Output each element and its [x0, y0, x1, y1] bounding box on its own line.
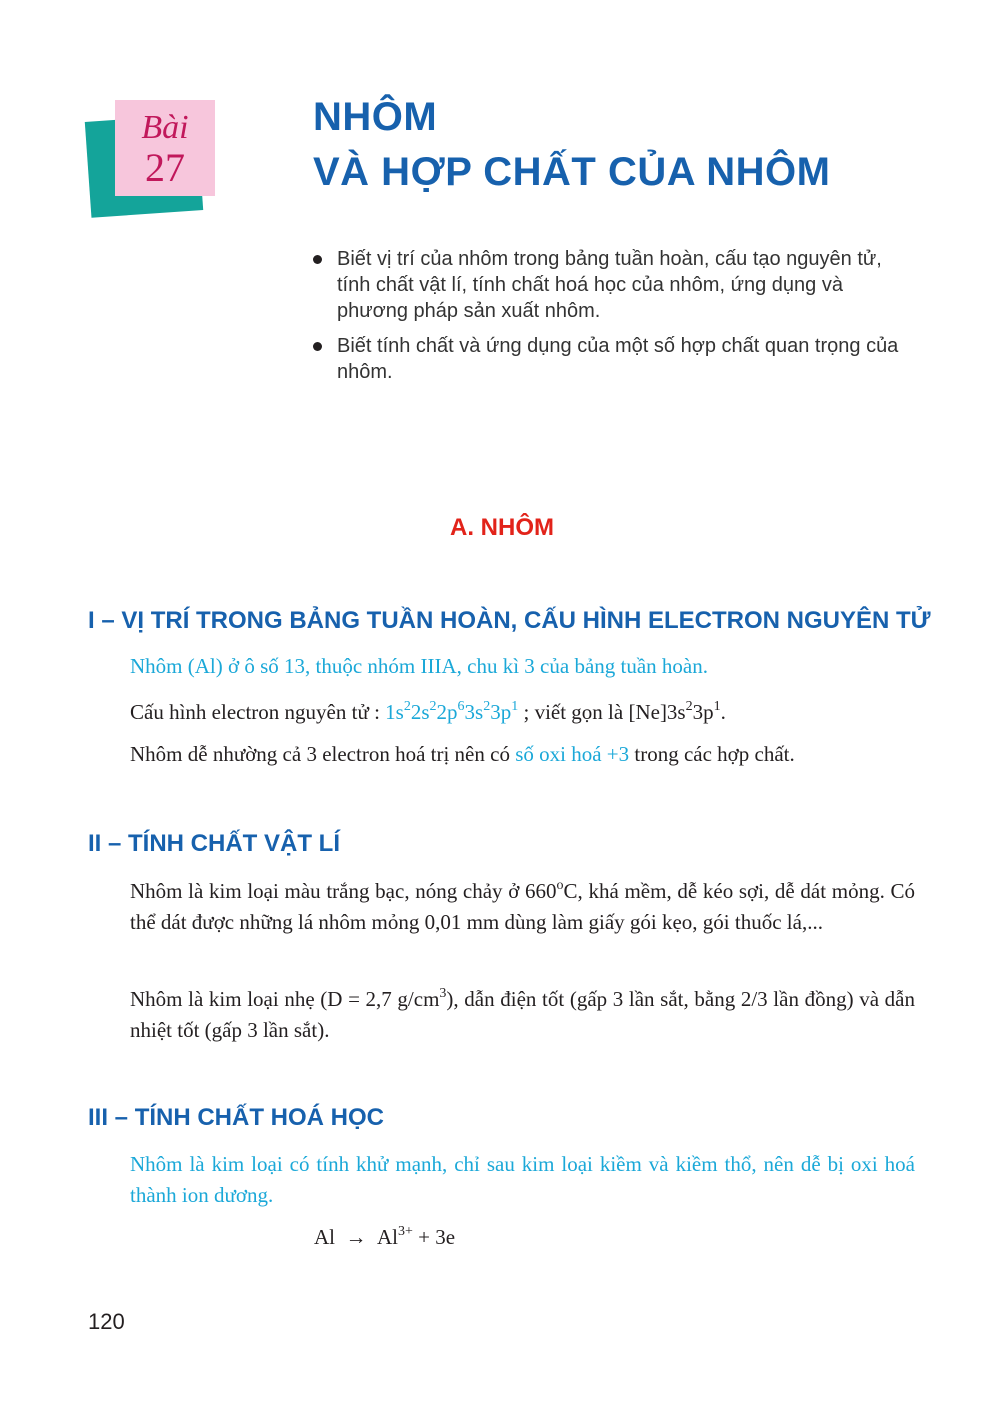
title-line-2: VÀ HỢP CHẤT CỦA NHÔM: [313, 150, 831, 194]
lesson-word: Bài: [141, 109, 189, 146]
arrow-icon: →: [345, 1225, 367, 1249]
section-2-heading: II – TÍNH CHẤT VẬT LÍ: [88, 830, 340, 857]
bullet-icon: [313, 255, 322, 264]
objective-item: Biết vị trí của nhôm trong bảng tuần hoàn, cấu tạo nguyên tử, tính chất vật lí, tính chất hoá học của nhôm, ứng dụng và phương pháp sản xuất nhôm.: [313, 246, 913, 324]
section-2-paragraph-1: Nhôm là kim loại màu trắng bạc, nóng chảy ở 660$^o$C, khá mềm, dễ kéo sợi, dễ dát mỏng. Có thể dát được những lá nhôm mỏng 0,01 mm dùng làm giấy gói kẹo, gói thuốc lá,...: [130, 878, 916, 934]
lesson-badge: [115, 100, 215, 196]
section-a-heading: A. NHÔM: [450, 514, 554, 541]
title-line-1: NHÔM: [313, 95, 438, 139]
section-3-paragraph-1: Nhôm là kim loại có tính khử mạnh, chỉ sau kim loại kiềm và kiềm thổ, nên dễ bị oxi hoá thành ion dương.: [130, 1152, 915, 1207]
section-1-paragraph-3: Nhôm dễ nhường cả 3 electron hoá trị nên có số oxi hoá +3 trong các hợp chất.: [130, 742, 795, 766]
oxidation-state-highlight: số oxi hoá +3: [515, 742, 630, 766]
section-1-paragraph-2: Cấu hình electron nguyên tử : $1s^22s^22p^63s^23p^1$ ; viết gọn là $[Ne]3s^23p^1$.: [130, 699, 726, 724]
bullet-icon: [313, 342, 322, 351]
page-number: 120: [88, 1309, 125, 1334]
oxidation-equation: $Al \to Al^{3+} + 3e$: [314, 1224, 456, 1249]
section-1-heading: I – VỊ TRÍ TRONG BẢNG TUẦN HOÀN, CẤU HÌNH ELECTRON NGUYÊN TỬ: [88, 607, 931, 634]
section-1-paragraph-1: Nhôm (Al) ở ô số 13, thuộc nhóm IIIA, chu kì 3 của bảng tuần hoàn.: [130, 654, 708, 678]
objectives-list: [313, 246, 913, 394]
electron-configuration: $1s^22s^22p^63s^23p^1$: [385, 699, 519, 724]
section-3-heading: III – TÍNH CHẤT HOÁ HỌC: [88, 1104, 385, 1131]
objective-item: Biết tính chất và ứng dụng của một số hợp chất quan trọng của nhôm.: [313, 333, 913, 385]
lesson-number: 27: [145, 145, 185, 190]
section-2-paragraph-2: Nhôm là kim loại nhẹ (D = 2,7 $g/cm^3$), dẫn điện tốt (gấp 3 lần sắt, bằng 2/3 lần đồng) và dẫn nhiệt tốt (gấp 3 lần sắt).: [130, 986, 915, 1042]
